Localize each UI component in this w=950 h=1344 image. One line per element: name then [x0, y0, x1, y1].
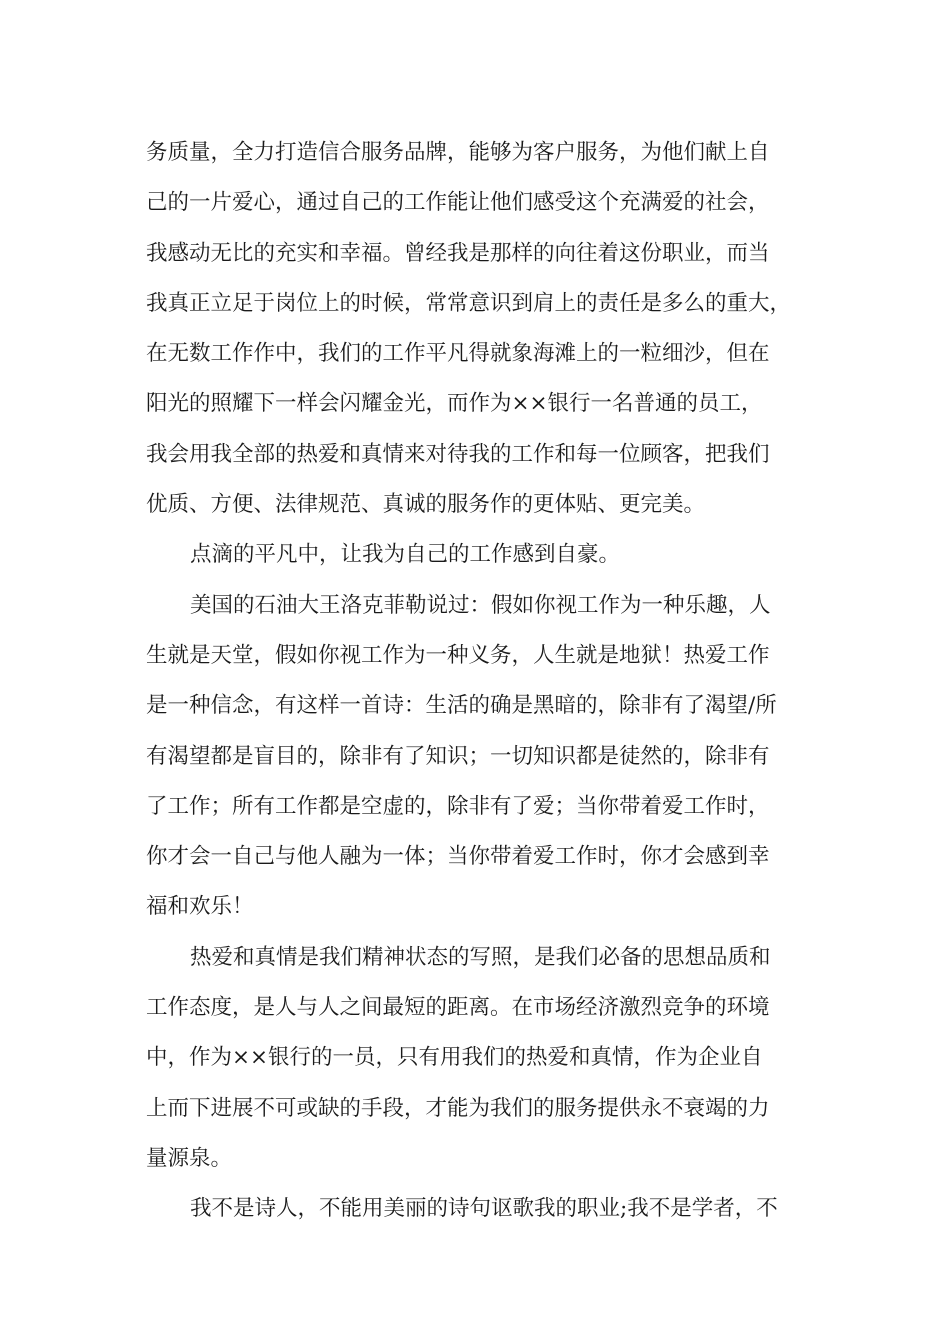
text-line: 了工作；所有工作都是空虚的，除非有了爱；当你带着爱工作时， [146, 793, 770, 819]
paragraph-first-line: 美国的石油大王洛克菲勒说过：假如你视工作为一种乐趣，人 [190, 592, 771, 618]
text-line: 福和欢乐！ [146, 894, 254, 920]
text-line: 你才会一自己与他人融为一体；当你带着爱工作时，你才会感到幸 [146, 844, 770, 870]
text-line: 量源泉。 [146, 1145, 233, 1171]
text-line: 工作态度，是人与人之间最短的距离。在市场经济激烈竞争的环境 [146, 995, 770, 1021]
text-line: 我感动无比的充实和幸福。曾经我是那样的向往着这份职业，而当 [146, 240, 770, 266]
text-line: 有渴望都是盲目的，除非有了知识；一切知识都是徒然的，除非有 [146, 743, 770, 769]
text-line: 是一种信念，有这样一首诗：生活的确是黑暗的，除非有了渴望/所 [146, 693, 777, 719]
text-line: 中，作为××银行的一员，只有用我们的热爱和真情，作为企业自 [146, 1045, 763, 1071]
text-line: 在无数工作作中，我们的工作平凡得就象海滩上的一粒细沙，但在 [146, 341, 770, 367]
text-line: 务质量，全力打造信合服务品牌，能够为客户服务，为他们献上自 [146, 140, 770, 165]
text-line: 我会用我全部的热爱和真情来对待我的工作和每一位顾客，把我们 [146, 441, 770, 467]
text-line: 上而下进展不可或缺的手段，才能为我们的服务提供永不衰竭的力 [146, 1095, 770, 1121]
paragraph-first-line: 我不是诗人，不能用美丽的诗句讴歌我的职业;我不是学者，不 [190, 1196, 778, 1222]
text-line: 优质、方便、法律规范、真诚的服务作的更体贴、更完美。 [146, 492, 706, 518]
text-line: 我真正立足于岗位上的时候，常常意识到肩上的责任是多么的重大， [146, 290, 792, 316]
paragraph-first-line: 热爱和真情是我们精神状态的写照，是我们必备的思想品质和 [190, 944, 771, 970]
text-line: 阳光的照耀下一样会闪耀金光，而作为××银行一名普通的员工， [146, 391, 763, 417]
paragraph-first-line: 点滴的平凡中，让我为自己的工作感到自豪。 [190, 542, 621, 568]
text-line: 己的一片爱心，通过自己的工作能让他们感受这个充满爱的社会， [146, 190, 770, 216]
text-line: 生就是天堂，假如你视工作为一种义务，人生就是地狱！热爱工作 [146, 642, 770, 668]
document-body [146, 128, 806, 1235]
